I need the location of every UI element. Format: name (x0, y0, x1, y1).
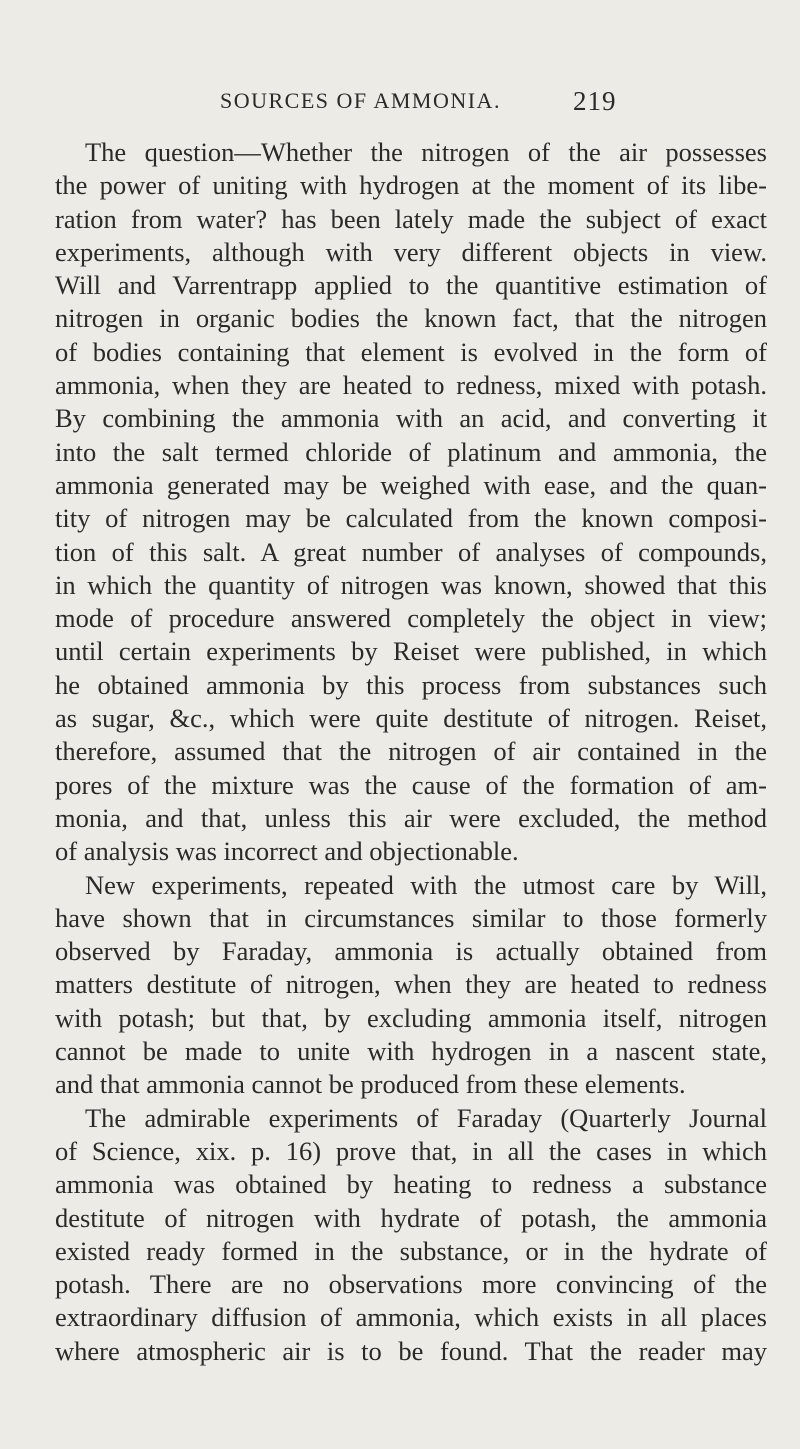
running-title: SOURCES OF AMMONIA. (220, 88, 501, 113)
text-line: existed ready formed in the substance, or in the hydrate of (55, 1235, 767, 1266)
text-line: The admirable experiments of Faraday (Quarterly Journal (85, 1102, 767, 1133)
text-line: mode of procedure answered completely the object in view; (55, 603, 767, 634)
page-number: 219 (573, 86, 617, 116)
text-line: until certain experiments by Reiset were published, in which (55, 636, 767, 667)
text-line: destitute of nitrogen with hydrate of potash, the ammonia (55, 1202, 767, 1233)
text-line: matters destitute of nitrogen, when they are heated to redness (55, 969, 767, 1000)
text-line: pores of the mixture was the cause of the formation of am- (55, 769, 767, 800)
text-line: The question—Whether the nitrogen of the air possesses (85, 137, 767, 167)
text-line: of analysis was incorrect and objectionable. (55, 836, 519, 867)
text-line: the power of uniting with hydrogen at the moment of its libe- (55, 170, 767, 201)
text-line: as sugar, &c., which were quite destitute of nitrogen. Reiset, (55, 703, 767, 734)
text-line: extraordinary diffusion of ammonia, which exists in all places (55, 1302, 767, 1333)
running-head (220, 86, 700, 126)
text-line: tion of this salt. A great number of analyses of compounds, (55, 536, 767, 567)
text-line: potash. There are no observations more convincing of the (55, 1269, 767, 1300)
text-line: tity of nitrogen may be calculated from the known composi- (55, 503, 767, 534)
text-line: of Science, xix. p. 16) prove that, in all the cases in which (55, 1135, 767, 1166)
text-line: cannot be made to unite with hydrogen in a nascent state, (55, 1036, 767, 1067)
text-line: ration from water? has been lately made the subject of exact (55, 203, 767, 234)
text-line: with potash; but that, by excluding ammonia itself, nitrogen (55, 1002, 767, 1033)
text-line: experiments, although with very different objects in view. (55, 236, 767, 267)
text-line: ammonia, when they are heated to redness, mixed with potash. (55, 370, 767, 401)
text-line: monia, and that, unless this air were excluded, the method (55, 802, 767, 833)
text-line: have shown that in circumstances similar to those formerly (55, 902, 767, 933)
text-line: By combining the ammonia with an acid, and converting it (55, 403, 767, 434)
text-line: ammonia was obtained by heating to redness a substance (55, 1169, 767, 1200)
text-line: and that ammonia cannot be produced from these elements. (55, 1069, 686, 1100)
text-line: therefore, assumed that the nitrogen of air contained in the (55, 736, 767, 767)
text-line: he obtained ammonia by this process from substances such (55, 669, 767, 700)
text-line: Will and Varrentrapp applied to the quantitive estimation of (55, 270, 767, 301)
text-line: observed by Faraday, ammonia is actually obtained from (55, 936, 767, 967)
text-line: where atmospheric air is to be found. That the reader may (55, 1335, 767, 1366)
body-text (55, 136, 767, 1368)
text-line: nitrogen in organic bodies the known fact, that the nitrogen (55, 303, 767, 334)
text-line: ammonia generated may be weighed with ease, and the quan- (55, 469, 767, 500)
text-line: of bodies containing that element is evolved in the form of (55, 336, 767, 367)
text-line: in which the quantity of nitrogen was known, showed that this (55, 569, 767, 600)
text-line: New experiments, repeated with the utmost care by Will, (85, 869, 767, 900)
text-line: into the salt termed chloride of platinum and ammonia, the (55, 436, 767, 467)
